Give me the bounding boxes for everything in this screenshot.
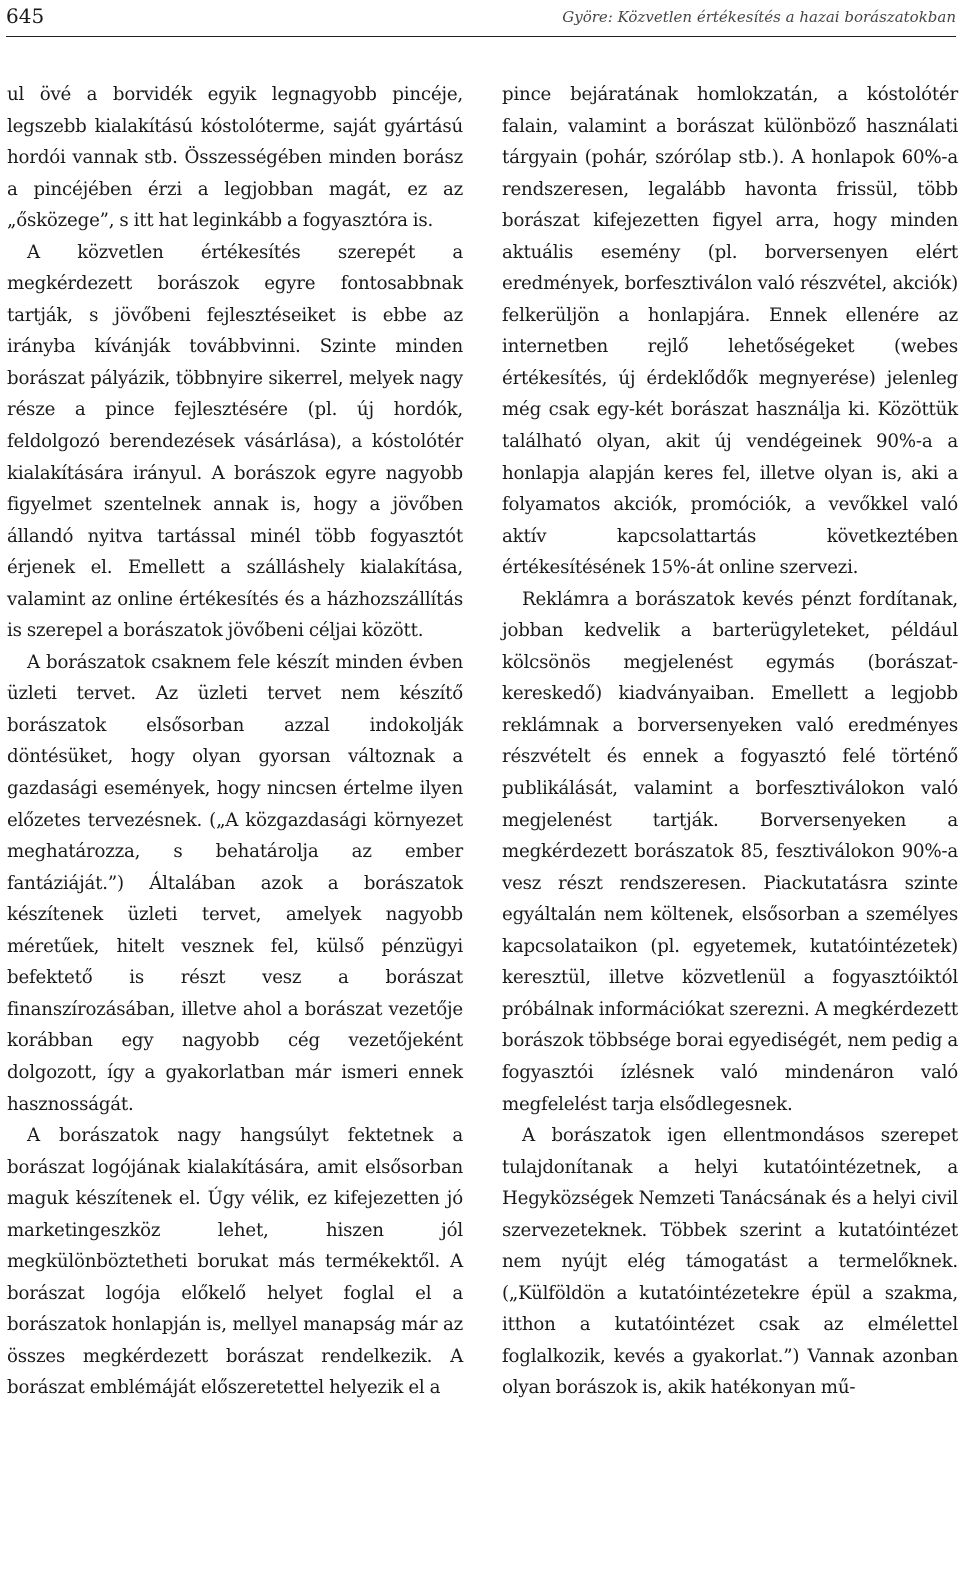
- paragraph: Reklámra a borászatok kevés pénzt fordítanak, jobban kedvelik a barterügyleteket, például kölcsönös megjelenést egymás (borászat-kereskedő) kiadványaiban. Emellett a legjobb reklámnak a borversenyeken való eredményes részvételt és ennek a fogyasztó felé történő publikálását, valamint a borfesztiválokon való megjelenést tartják. Borversenyeken a megkérdezett borászatok 85, fesztiválokon 90%-a vesz részt rendszeresen. Piackutatásra szinte egyáltalán nem költenek, elsősorban a személyes kapcsolataikon (pl. egyetemek, kutatóintézetek) keresztül, illetve közvetlenül a fogyasztóiktól próbálnak információkat szerezni. A megkérdezett borászok többsége borai egyediségét, nem pedig a fogyasztói ízlésnek való mindenáron való megfelelést tarja elsődlegesnek.: [502, 588, 958, 1115]
- paragraph: A borászatok csaknem fele készít minden évben üzleti tervet. Az üzleti tervet nem készítő borászatok elsősorban azzal indokolják döntésüket, hogy olyan gyorsan változnak a gazdasági események, hogy nincsen értelme ilyen előzetes tervezésnek. („A közgazdasági környezet meghatározza, s behatárolja az ember fantáziáját.”) Általában azok a borászatok készítenek üzleti tervet, amelyek nagyobb méretűek, hitelt vesznek fel, külső pénzügyi befektető is részt vesz a borászat finanszírozásában, illetve ahol a borászat vezetője korábban egy nagyobb cég vezetőjeként dolgozott, így a gyakorlatban már ismeri ennek hasznosságát.: [7, 651, 463, 1115]
- left-column: [7, 79, 463, 1404]
- page-header: [6, 0, 956, 37]
- paragraph: A borászatok nagy hangsúlyt fektetnek a borászat logójának kialakítására, amit elsősorban maguk készítenek el. Úgy vélik, ez kifejezetten jó marketingeszköz lehet, hiszen jól megkülönböztetheti borukat más termékektől. A borászat logója előkelő helyet foglal el a borászatok honlapján is, mellyel manapság már az összes megkérdezett borászat rendelkezik. A borászat emblémáját előszeretettel helyezik el a: [7, 1125, 463, 1399]
- paragraph: ul övé a borvidék egyik legnagyobb pincéje, legszebb kialakítású kóstolóterme, saját gyártású hordói vannak stb. Összességében minden borász a pincéjében érzi a legjobban magát, ez az „ősközege”, s itt hat leginkább a fogyasztóra is.: [7, 84, 463, 232]
- paragraph: A borászatok igen ellentmondásos szerepet tulajdonítanak a helyi kutatóintézetnek, a Hegyközségek Nemzeti Tanácsának és a helyi civil szervezeteknek. Többek szerint a kutatóintézet nem nyújt elég támogatást a termelőknek. („Külföldön a kutatóintézetekre épül a szakma, itthon a kutatóintézet csak az elmélettel foglalkozik, kevés a gyakorlat.”) Vannak azonban olyan borászok is, akik hatékonyan mű-: [502, 1125, 958, 1399]
- paragraph: A közvetlen értékesítés szerepét a megkérdezett borászok egyre fontosabbnak tartják, s jövőbeni fejlesztéseiket is ebbe az irányba kívánják továbbvinni. Szinte minden borászat pályázik, többnyire sikerrel, melyek nagy része a pince fejlesztésére (pl. új hordók, feldolgozó berendezések vásárlása), a kóstolótér kialakítására irányul. A borászok egyre nagyobb figyelmet szentelnek annak is, hogy a jövőben állandó nyitva tartással minél több fogyasztót érjenek el. Emellett a szálláshely kialakítása, valamint az online értékesítés és a házhozszállítás is szerepel a borászatok jövőbeni céljai között.: [7, 241, 463, 642]
- paragraph: pince bejáratának homlokzatán, a kóstolótér falain, valamint a borászat különböző használati tárgyain (pohár, szórólap stb.). A honlapok 60%-a rendszeresen, legalább havonta frissül, több borászat kifejezetten figyel arra, hogy minden aktuális esemény (pl. borversenyen elért eredmények, borfesztiválon való részvétel, akciók) felkerüljön a honlapjára. Ennek ellenére az internetben rejlő lehetőségeket (webes értékesítés, új érdeklődők megnyerése) jelenleg még csak egy-két borászat használja ki. Közöttük található olyan, akit új vendégeinek 90%-a a honlapja alapján keres fel, illetve olyan is, aki a folyamatos akciók, promóciók, a vevőkkel való aktív kapcsolattartás következtében értékesítésének 15%-át online szervezi.: [502, 84, 958, 579]
- right-column: [502, 79, 958, 1404]
- running-head: Györe: Közvetlen értékesítés a hazai borászatokban: [562, 8, 956, 26]
- page-number: 645: [6, 4, 45, 28]
